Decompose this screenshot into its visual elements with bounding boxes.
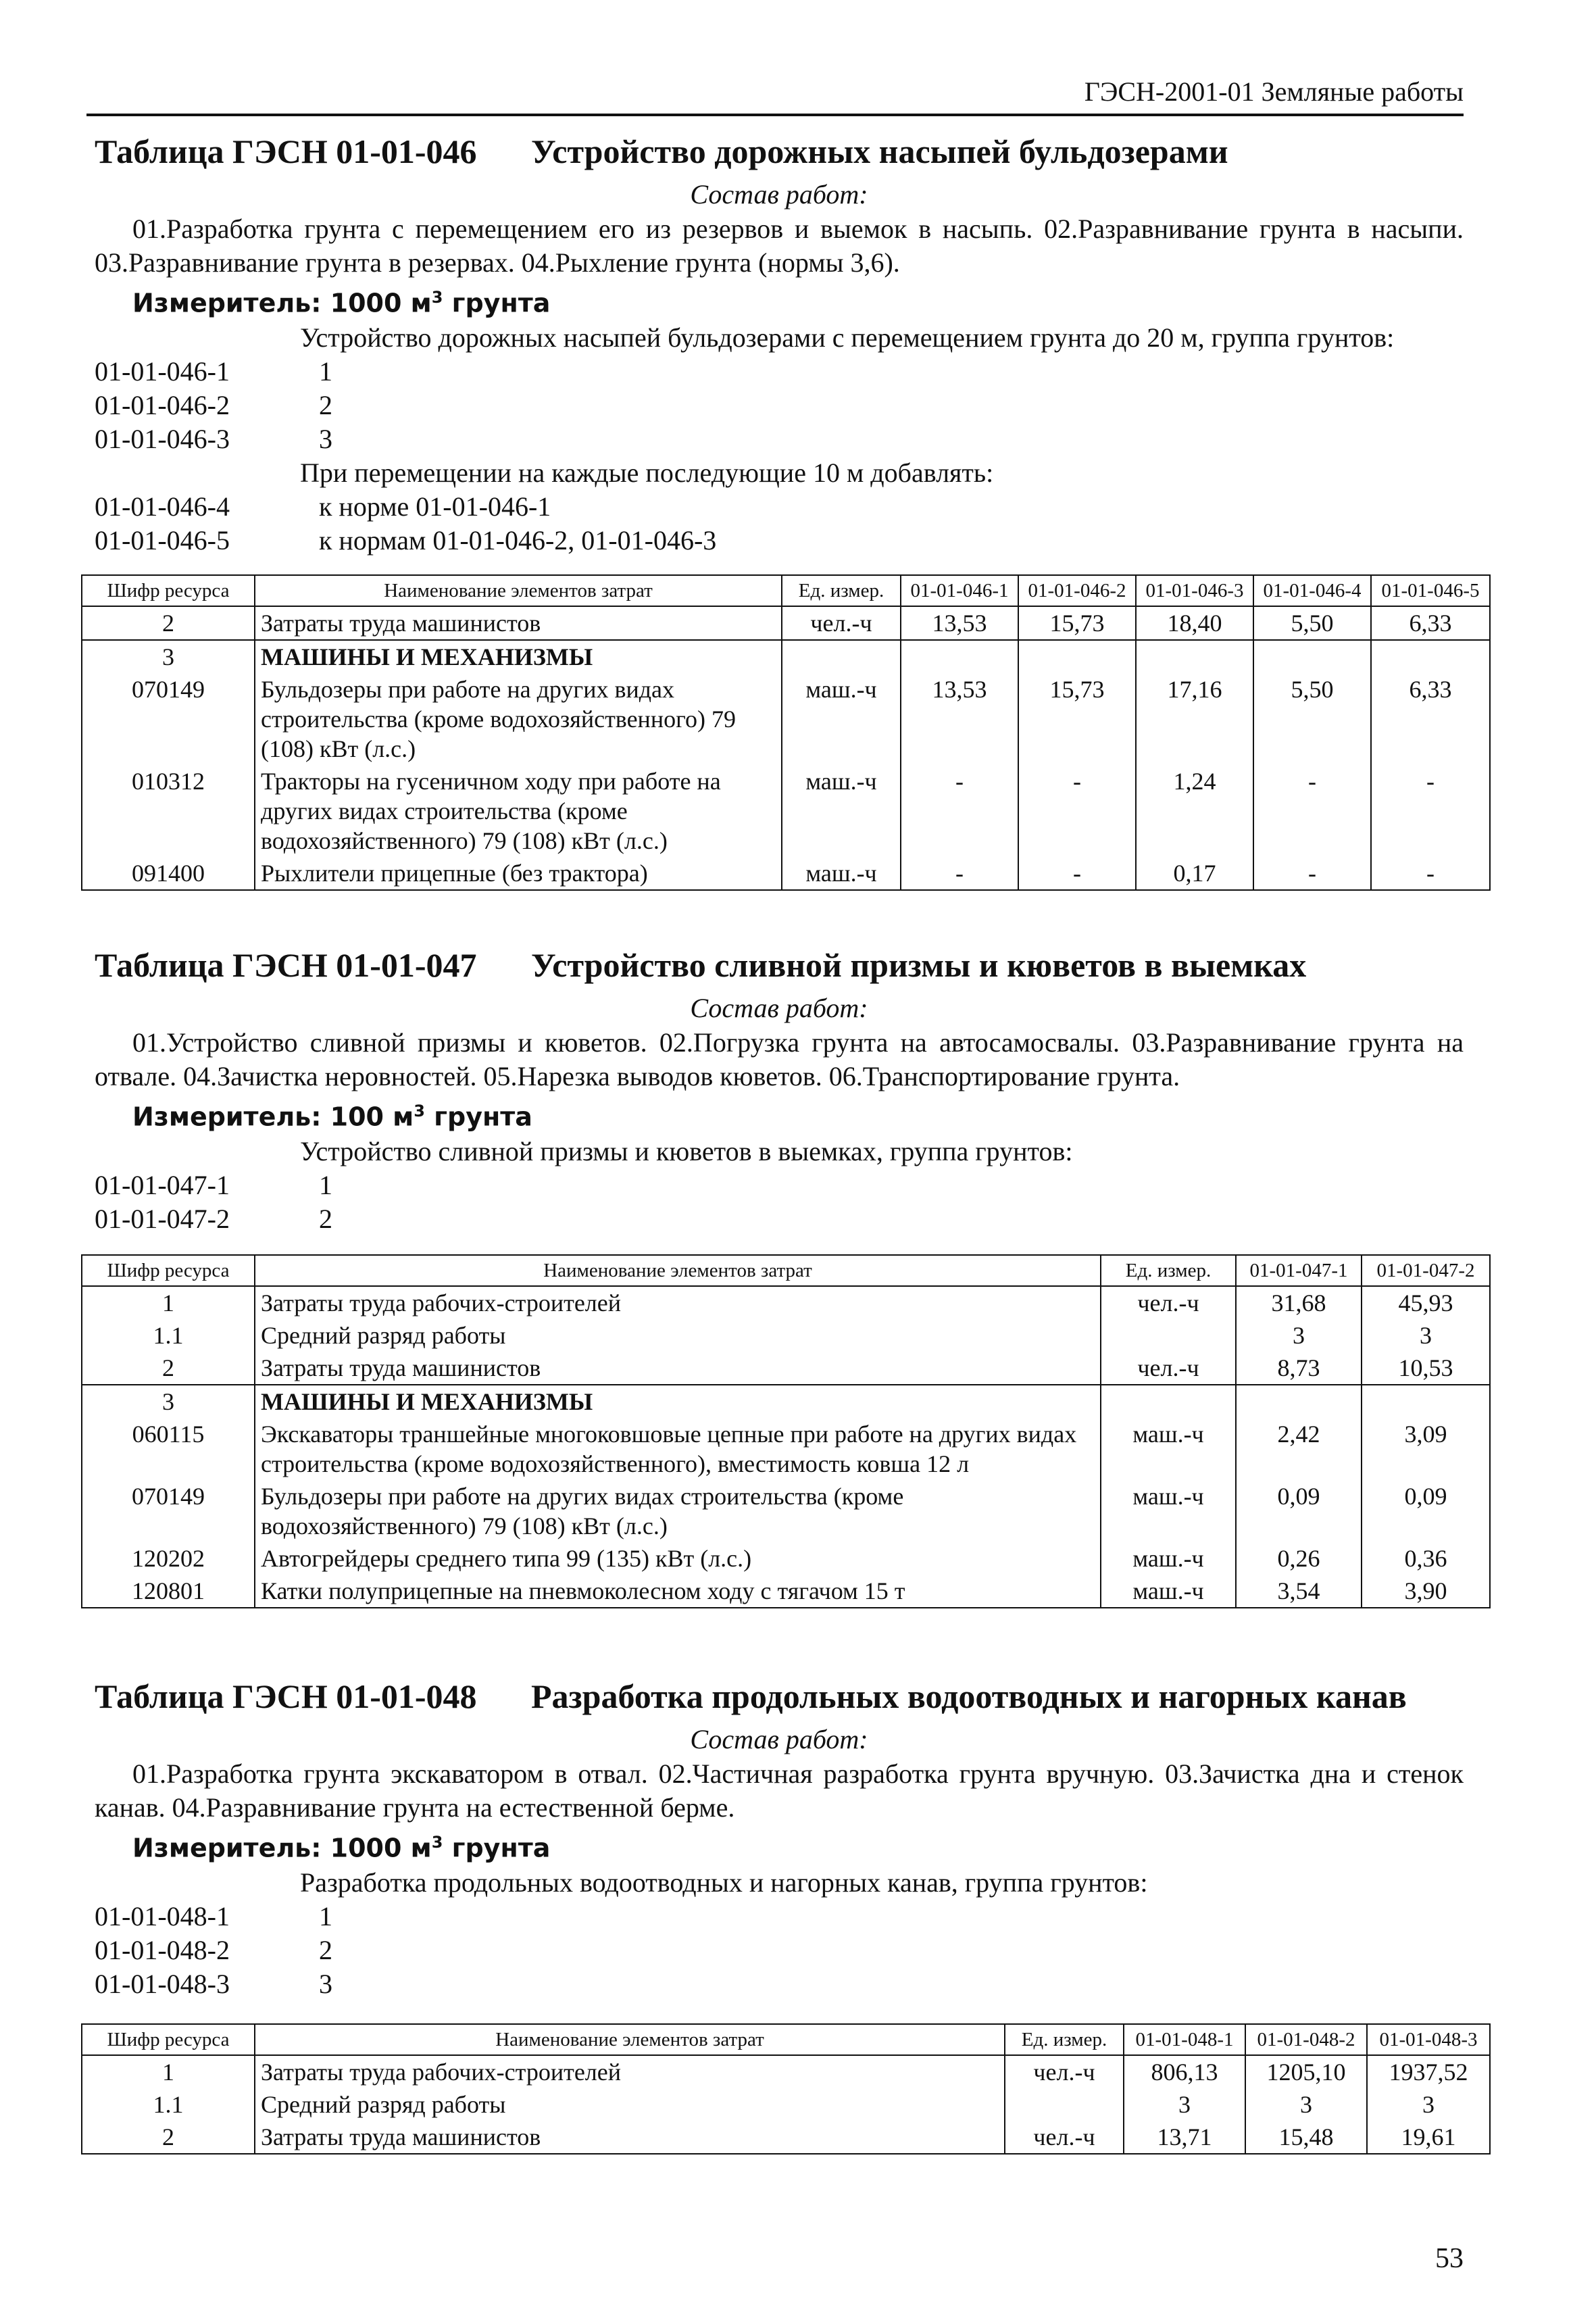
table-row: 2 Затраты труда машинистов чел.-ч 13,71 15,48 19,61 — [82, 2121, 1490, 2154]
running-head: ГЭСН-2001-01 Земляные работы — [1084, 76, 1464, 107]
meter-label: Измеритель: 1000 м — [132, 288, 432, 318]
meter — [132, 280, 1464, 321]
section-title — [95, 130, 1464, 173]
norm-row: 01-01-046-1 1 — [95, 355, 332, 387]
meter: Измеритель: 1000 $м^3$ грунта — [132, 1833, 551, 1863]
table-code: Таблица ГЭСН 01-01-047 — [95, 946, 477, 984]
section-title — [95, 1675, 1464, 1718]
page-number: 53 — [1435, 2243, 1464, 2274]
meter-sup: 3 — [431, 288, 443, 307]
table-row: 070149 Бульдозеры при работе на других видах строительства (кроме водохозяйственного) 79 (108) кВт (л.с.) маш.-ч 0,09 0,09 — [82, 1480, 1490, 1542]
norm-row: 01-01-047-1 1 — [95, 1169, 332, 1200]
resource-table-048 — [81, 2023, 1491, 2155]
table-title: Устройство дорожных насыпей бульдозерами — [531, 132, 1228, 170]
norm-intro: Устройство дорожных насыпей бульдозерами с перемещением грунта до 20 м, группа грунтов: — [300, 322, 1395, 353]
table-row: 091400 Рыхлители прицепные (без трактора) маш.-ч - - 0,17 - - — [82, 857, 1490, 890]
table-row: 060115 Экскаваторы траншейные многоковшовые цепные при работе на других видах строительства (кроме водохозяйственного), вместимость ковша 12 л маш.-ч 2,42 3,09 — [82, 1418, 1490, 1480]
table-row: 2 Затраты труда машинистов чел.-ч 8,73 10,53 — [82, 1352, 1490, 1385]
section-047 — [95, 943, 1464, 1236]
composition-label: Состав работ: — [690, 179, 868, 210]
table-header-row: Шифр ресурса Наименование элементов затрат Ед. измер. 01-01-046-1 01-01-046-2 01-01-046-3 01-01-046-4 01-01-046-5 — [82, 575, 1490, 606]
table-row: 2 Затраты труда машинистов чел.-ч 13,53 15,73 18,40 5,50 6,33 — [82, 606, 1490, 640]
table-title: Устройство сливной призмы и кюветов в выемках — [531, 946, 1307, 984]
table-title: Разработка продольных водоотводных и нагорных канав — [531, 1677, 1407, 1715]
section-046 — [95, 130, 1464, 558]
resource-table-047 — [81, 1254, 1491, 1608]
resource-table-046 — [81, 574, 1491, 891]
composition-label: Состав работ: — [690, 1724, 868, 1754]
table-header-row: Шифр ресурса Наименование элементов затрат Ед. измер. 01-01-048-1 01-01-048-2 01-01-048-3 — [82, 2024, 1490, 2055]
table-row: 1 Затраты труда рабочих-строителей чел.-ч 31,68 45,93 — [82, 1286, 1490, 1319]
table-row: 1.1 Средний разряд работы 3 3 — [82, 1319, 1490, 1352]
table-header-row: Шифр ресурса Наименование элементов затрат Ед. измер. 01-01-047-1 01-01-047-2 — [82, 1255, 1490, 1286]
table-row: 120202 Автогрейдеры среднего типа 99 (135) кВт (л.с.) маш.-ч 0,26 0,36 — [82, 1542, 1490, 1575]
norm-row: 01-01-048-2 2 — [95, 1934, 332, 1965]
norm-row: 01-01-048-3 3 — [95, 1968, 332, 1999]
table-row: 1 Затраты труда рабочих-строителей чел.-ч 806,13 1205,10 1937,52 — [82, 2055, 1490, 2088]
norm-row: 01-01-047-2 2 — [95, 1203, 332, 1234]
table-row: 3 МАШИНЫ И МЕХАНИЗМЫ — [82, 640, 1490, 673]
norm-row: 01-01-046-3 3 — [95, 423, 332, 454]
norm-intro: Разработка продольных водоотводных и нагорных канав, группа грунтов: — [300, 1867, 1148, 1898]
table-row: 120801 Катки полуприцепные на пневмоколесном ходу с тягачом 15 т маш.-ч 3,54 3,90 — [82, 1575, 1490, 1608]
table-row: 010312 Тракторы на гусеничном ходу при работе на других видах строительства (кроме водохозяйственного) 79 (108) кВт (л.с.) маш.-ч - - 1,24 - - — [82, 765, 1490, 857]
table-row: 1.1 Средний разряд работы 3 3 3 — [82, 2088, 1490, 2121]
norm-row: 01-01-048-1 1 — [95, 1900, 332, 1931]
work-composition-text: 01.Разработка грунта экскаватором в отвал. 02.Частичная разработка грунта вручную. 03.Зачистка дна и стенок канав. 04.Разравнивание грунта на естественной берме. — [95, 1758, 1464, 1823]
meter-unit: грунта — [443, 288, 551, 318]
meter: Измеритель: 100 $м^3$ грунта — [132, 1102, 532, 1132]
norm-intro-2: При перемещении на каждые последующие 10 м добавлять: — [300, 457, 994, 488]
norm-row: 01-01-046-4 к норме 01-01-046-1 — [95, 491, 551, 522]
section-title — [95, 943, 1464, 987]
section-048 — [95, 1675, 1464, 2001]
header-rule — [86, 114, 1464, 116]
work-composition-text: 01.Устройство сливной призмы и кюветов. 02.Погрузка грунта на автосамосвалы. 03.Разравнивание грунта на отвале. 04.Зачистка неровностей. 05.Нарезка выводов кюветов. 06.Транспортирование грунта. — [95, 1027, 1464, 1091]
table-code: Таблица ГЭСН 01-01-048 — [95, 1677, 477, 1715]
norm-intro: Устройство сливной призмы и кюветов в выемках, группа грунтов: — [300, 1135, 1073, 1166]
work-composition-text: 01.Разработка грунта с перемещением его из резервов и выемок в насыпь. 02.Разравнивание грунта в насыпи. 03.Разравнивание грунта в резервах. 04.Рыхление грунта (нормы 3,6). — [95, 214, 1464, 278]
table-code: Таблица ГЭСН 01-01-046 — [95, 132, 477, 170]
norm-row: 01-01-046-5 к нормам 01-01-046-2, 01-01-046-3 — [95, 524, 717, 556]
norm-row: 01-01-046-2 2 — [95, 389, 332, 420]
table-row: 3 МАШИНЫ И МЕХАНИЗМЫ — [82, 1385, 1490, 1418]
composition-label: Состав работ: — [690, 993, 868, 1023]
table-row: 070149 Бульдозеры при работе на других видах строительства (кроме водохозяйственного) 79 (108) кВт (л.с.) маш.-ч 13,53 15,73 17,16 5,50 6,33 — [82, 673, 1490, 765]
